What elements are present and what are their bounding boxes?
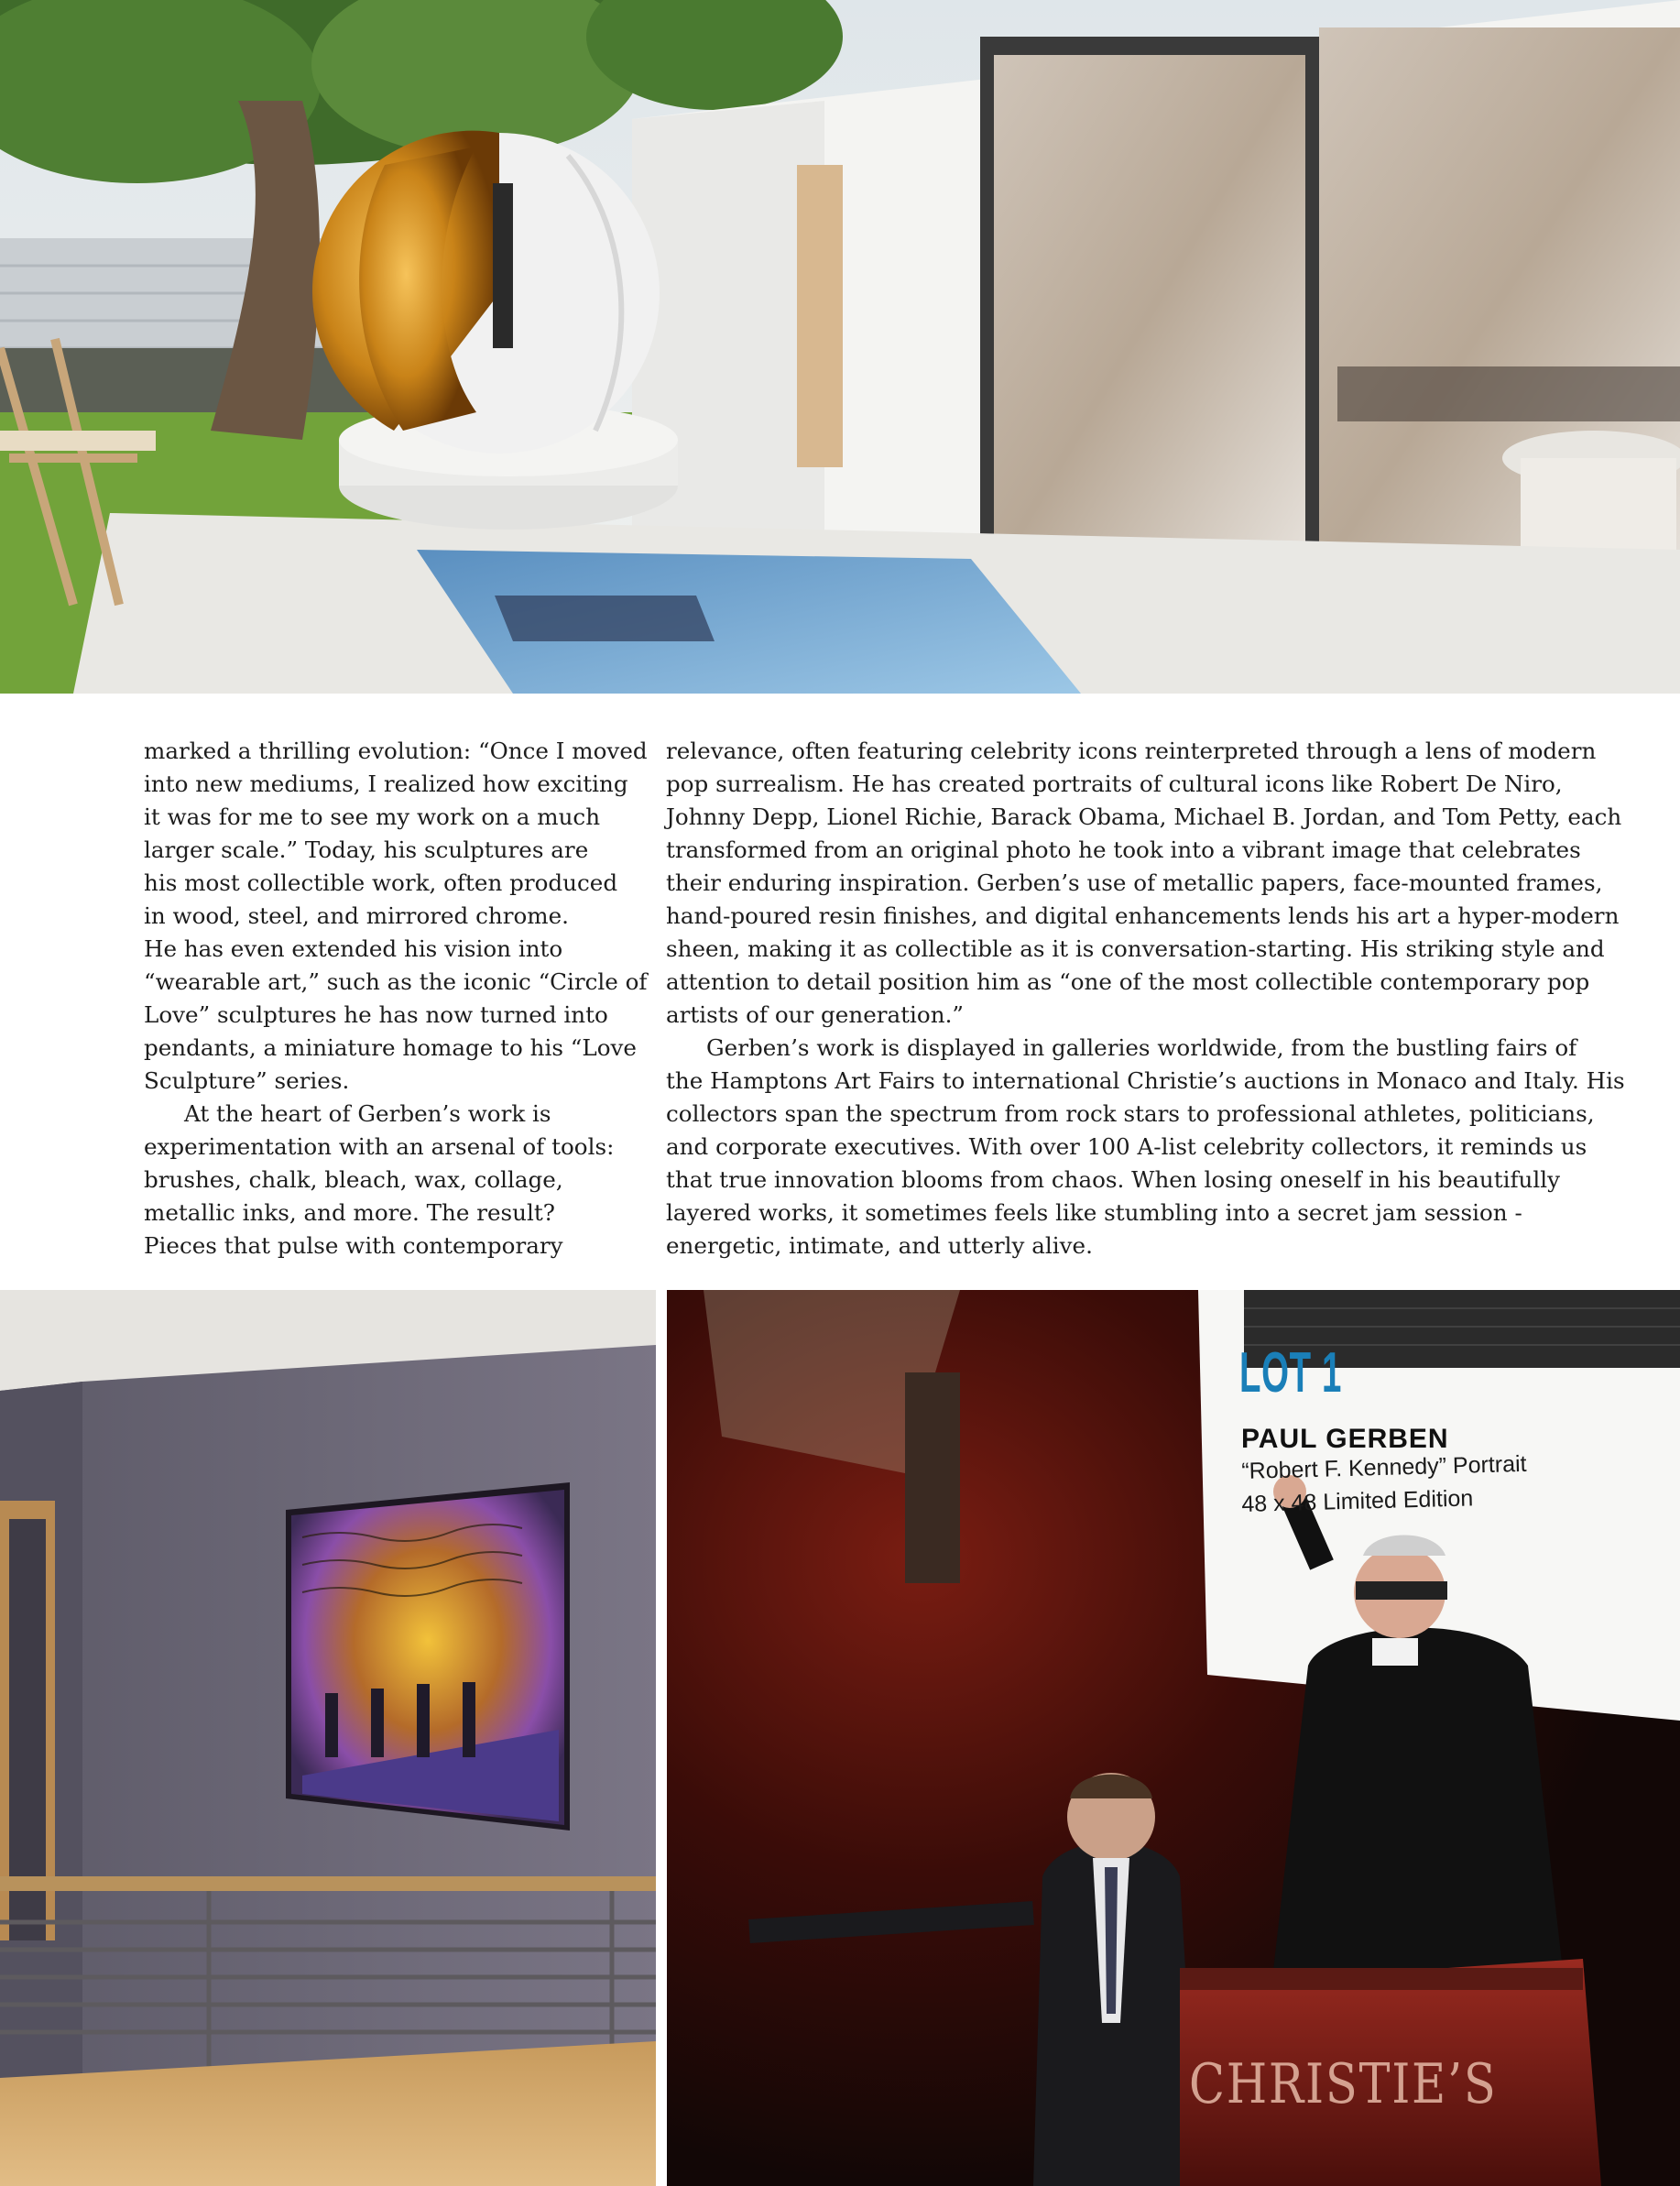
auction-edition: 48 x 48 Limited Edition <box>1241 1485 1474 1517</box>
article-line: pop surrealism. He has created portraits of cultural icons like Robert De Niro, <box>666 771 1563 797</box>
article-line: experimentation with an arsenal of tools: <box>144 1133 615 1160</box>
article-column-left <box>144 735 648 1262</box>
article-line: artists of our generation.” <box>666 1001 964 1028</box>
article-line: Sculpture” series. <box>144 1067 350 1094</box>
article-line: Johnny Depp, Lionel Richie, Barack Obama, Michael B. Jordan, and Tom Petty, each <box>666 803 1622 830</box>
sculpture-courtyard-illustration <box>0 0 1680 694</box>
article-line: layered works, it sometimes feels like stumbling into a secret jam session - <box>666 1199 1522 1226</box>
article-line: hand-poured resin finishes, and digital enhancements lends his art a hyper-modern <box>666 902 1620 929</box>
gallery-wall-illustration <box>0 1290 656 2186</box>
article-line: energetic, intimate, and utterly alive. <box>666 1232 1093 1259</box>
article-line: brushes, chalk, bleach, wax, collage, <box>144 1166 563 1193</box>
article-line: his most collectible work, often produced <box>144 869 618 896</box>
article-line: it was for me to see my work on a much <box>144 803 601 830</box>
article-line: relevance, often featuring celebrity icons reinterpreted through a lens of modern <box>666 738 1597 764</box>
auction-portrait-title: “Robert F. Kennedy” Portrait <box>1241 1450 1527 1484</box>
podium-label: CHRISTIE’S <box>1189 2052 1498 2116</box>
gallery-wall-photo <box>0 1290 656 2186</box>
article-line: He has even extended his vision into <box>144 935 563 962</box>
article-line: transformed from an original photo he took into a vibrant image that celebrates <box>666 836 1581 863</box>
auction-illustration <box>667 1290 1680 2186</box>
article-line: pendants, a miniature homage to his “Love <box>144 1034 637 1061</box>
lot-number: LOT 1 <box>1239 1341 1343 1405</box>
article-line: their enduring inspiration. Gerben’s use of metallic papers, face-mounted frames, <box>666 869 1603 896</box>
article-line: “wearable art,” such as the iconic “Circle of <box>144 968 648 995</box>
article-line: and corporate executives. With over 100 A-list celebrity collectors, it reminds us <box>666 1133 1587 1160</box>
article-line: marked a thrilling evolution: “Once I moved <box>144 738 648 764</box>
article-line: larger scale.” Today, his sculptures are <box>144 836 589 863</box>
auction-photo <box>667 1290 1680 2186</box>
article-line: At the heart of Gerben’s work is <box>184 1100 551 1127</box>
article-line: the Hamptons Art Fairs to international Christie’s auctions in Monaco and Italy. His <box>666 1067 1625 1094</box>
article-column-right <box>666 735 1625 1262</box>
article-line: into new mediums, I realized how exciting <box>144 771 628 797</box>
article-line: Love” sculptures he has now turned into <box>144 1001 608 1028</box>
article-line: attention to detail position him as “one of the most collectible contemporary pop <box>666 968 1590 995</box>
article-line: Pieces that pulse with contemporary <box>144 1232 563 1259</box>
article-line: Gerben’s work is displayed in galleries worldwide, from the bustling fairs of <box>706 1034 1577 1061</box>
article-line: sheen, making it as collectible as it is conversation-starting. His striking style and <box>666 935 1605 962</box>
auction-artist-name: PAUL GERBEN <box>1241 1424 1449 1454</box>
article-line: in wood, steel, and mirrored chrome. <box>144 902 569 929</box>
article-line: that true innovation blooms from chaos. When losing oneself in his beautifully <box>666 1166 1561 1193</box>
article-line: metallic inks, and more. The result? <box>144 1199 555 1226</box>
article-line: collectors span the spectrum from rock stars to professional athletes, politicians, <box>666 1100 1595 1127</box>
sculpture-courtyard-photo <box>0 0 1680 694</box>
